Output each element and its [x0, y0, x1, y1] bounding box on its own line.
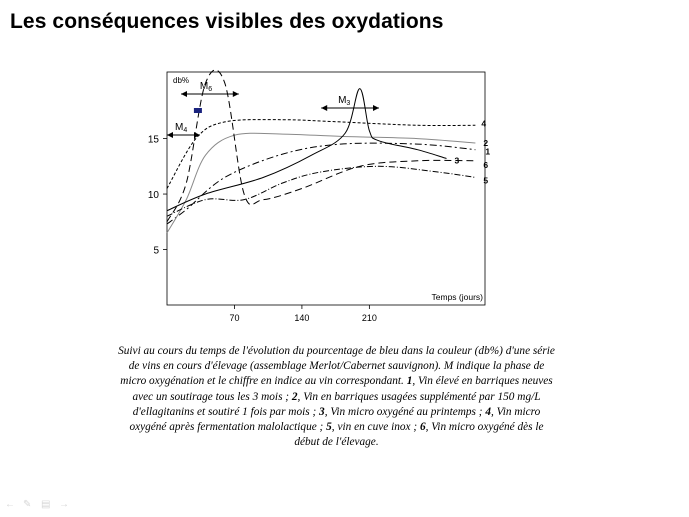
caption-series-number: 4 — [485, 405, 491, 418]
chart — [140, 65, 510, 335]
caption-text: , Vin en barriques usagées supplémenté par 150 mg/L d'ellagitanins et soutiré 1 fois par mois ; — [132, 390, 541, 418]
series-2-line — [167, 133, 475, 233]
y-tick-label: 15 — [147, 134, 159, 146]
arrow-m6-head-left — [181, 91, 187, 97]
slide-title: Les conséquences visibles des oxydations — [10, 10, 444, 33]
pen-icon[interactable]: ✎ — [23, 499, 32, 510]
figure-caption — [118, 344, 555, 450]
series-1-line — [167, 143, 475, 224]
annotation-m4: $M_4$ — [175, 122, 188, 134]
arrow-m4-head-right — [194, 132, 200, 138]
y-tick-label: 10 — [147, 190, 159, 202]
series-label-5: 5 — [483, 175, 489, 186]
series-label-6: 6 — [483, 159, 489, 170]
caption-series-number: 2 — [291, 390, 298, 403]
slide-toolbar — [5, 500, 71, 510]
annotation-m3: $M_3$ — [338, 95, 351, 107]
x-tick-label: 210 — [361, 313, 377, 323]
arrow-m3-head-left — [321, 105, 327, 111]
caption-text: Suivi au cours du temps de l'évolution du pourcentage de bleu dans la couleur (db%) d'une série de vins en cours d'élevage (assemblage Merlot/Cabernet sauvignon). M indique la phase de micro oxygénation et le chiffre en indice au vin correspondant. — [118, 345, 555, 388]
series-label-2: 2 — [483, 138, 489, 149]
chart-svg — [140, 65, 510, 335]
series-label-4: 4 — [481, 118, 487, 129]
caption-series-number: 5 — [326, 421, 332, 434]
series-label-1: 1 — [485, 146, 491, 157]
slides-icon[interactable]: ▤ — [41, 499, 51, 510]
caption-series-number: 6 — [419, 421, 426, 434]
caption-text: , Vin micro oxygéné au printemps ; — [324, 405, 486, 418]
series-3-line — [167, 89, 447, 211]
caption-text: , Vin élevé en barriques neuves avec un soutirage tous les 3 mois ; — [132, 375, 553, 403]
y-tick-label: 5 — [153, 245, 159, 257]
caption-text: , vin en cuve inox ; — [331, 421, 420, 434]
arrow-m6-head-right — [233, 91, 239, 97]
caption-series-number: 1 — [406, 375, 413, 388]
caption-text: , Vin micro oxygéné dès le début de l'élevage. — [294, 421, 544, 449]
series-4-line — [167, 120, 475, 189]
caption-series-number: 3 — [319, 405, 325, 418]
annotation-m6: $M_6$ — [199, 81, 213, 93]
y-axis-label: db% — [173, 76, 190, 85]
arrow-m3-head-right — [373, 105, 379, 111]
pointer-marker — [194, 108, 202, 113]
series-label-3: 3 — [454, 155, 460, 166]
x-tick-label: 140 — [294, 313, 310, 323]
arrow-m4-head-left — [167, 132, 173, 138]
arrow-right-icon[interactable]: → — [59, 499, 69, 510]
x-axis-label: Temps (jours) — [431, 292, 483, 302]
x-tick-label: 70 — [229, 313, 240, 323]
caption-text: , Vin micro oxygéné après fermentation malolactique ; — [129, 405, 541, 434]
arrow-left-icon[interactable]: ← — [5, 499, 15, 510]
